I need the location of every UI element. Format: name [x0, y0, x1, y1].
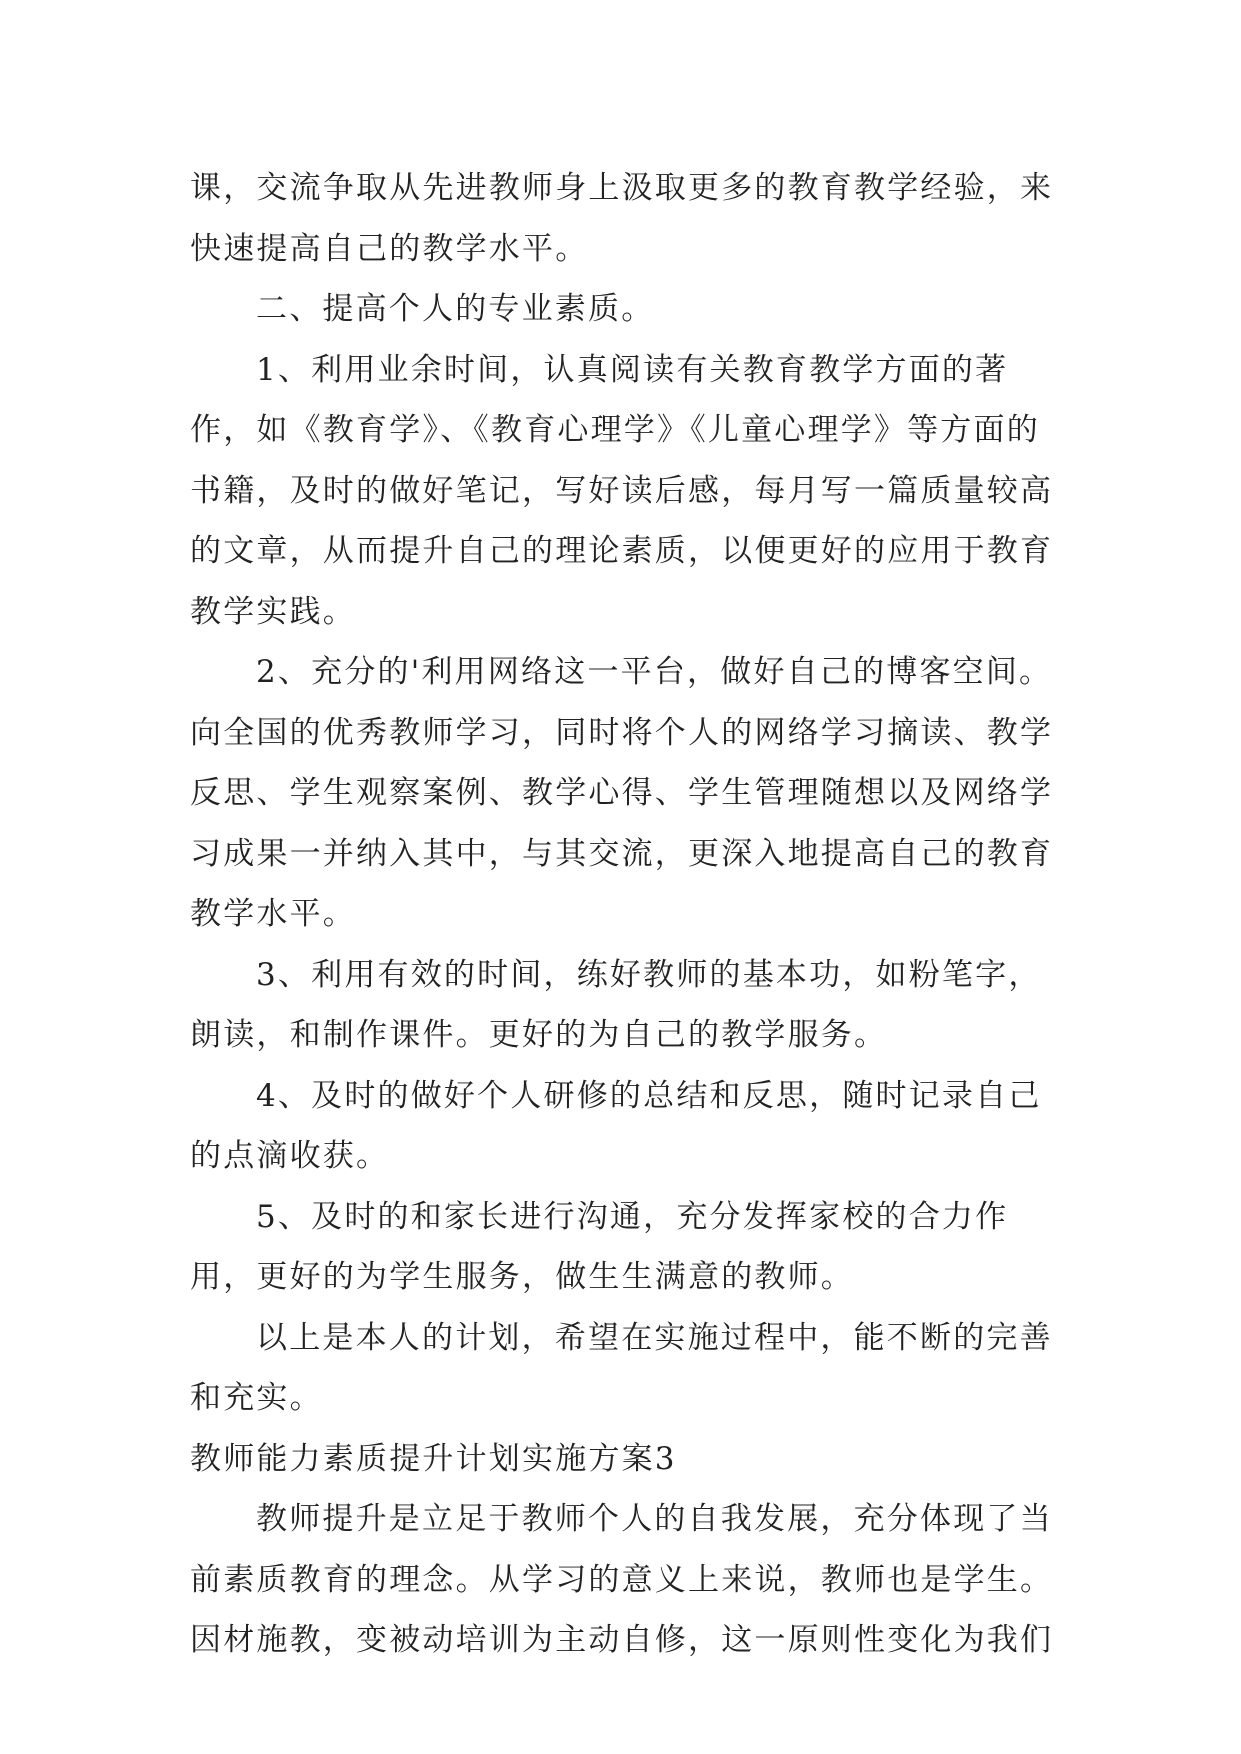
paragraph-conclusion: 以上是本人的计划，希望在实施过程中，能不断的完善和充实。 [190, 1319, 1053, 1416]
paragraph-item-3: 3、利用有效的时间，练好教师的基本功，如粉笔字，朗读，和制作课件。更好的为自己的教学服务。 [190, 956, 1042, 1053]
paragraph-intro: 教师提升是立足于教师个人的自我发展，充分体现了当前素质教育的理念。从学习的意义上来说，教师也是学生。因材施教，变被动培训为主动自修，这一原则性变化为我们 [190, 1501, 1054, 1658]
document-body [190, 158, 1070, 1671]
paragraph-continuation: 课，交流争取从先进教师身上汲取更多的教育教学经验，来快速提高自己的教学水平。 [190, 170, 1054, 267]
paragraph-item-1: 1、利用业余时间，认真阅读有关教育教学方面的著作，如《教育学》、《教育心理学》《儿童心理学》等方面的书籍，及时的做好笔记，写好读后感，每月写一篇质量较高的文章，从而提升自己的理论素质，以便更好的应用于教育教学实践。 [190, 351, 1054, 630]
paragraph-item-2: 2、充分的'利用网络这一平台，做好自己的博客空间。向全国的优秀教师学习，同时将个人的网络学习摘读、教学反思、学生观察案例、教学心得、学生管理随想以及网络学习成果一并纳入其中，与其交流，更深入地提高自己的教育教学水平。 [190, 654, 1054, 932]
paragraph-item-4: 4、及时的做好个人研修的总结和反思，随时记录自己的点滴收获。 [190, 1077, 1042, 1174]
section-heading-professional-quality: 二、提高个人的专业素质。 [256, 291, 655, 327]
document-section-title: 教师能力素质提升计划实施方案3 [190, 1440, 677, 1477]
paragraph-item-5: 5、及时的和家长进行沟通，充分发挥家校的合力作用，更好的为学生服务，做生生满意的教师。 [190, 1198, 1009, 1295]
